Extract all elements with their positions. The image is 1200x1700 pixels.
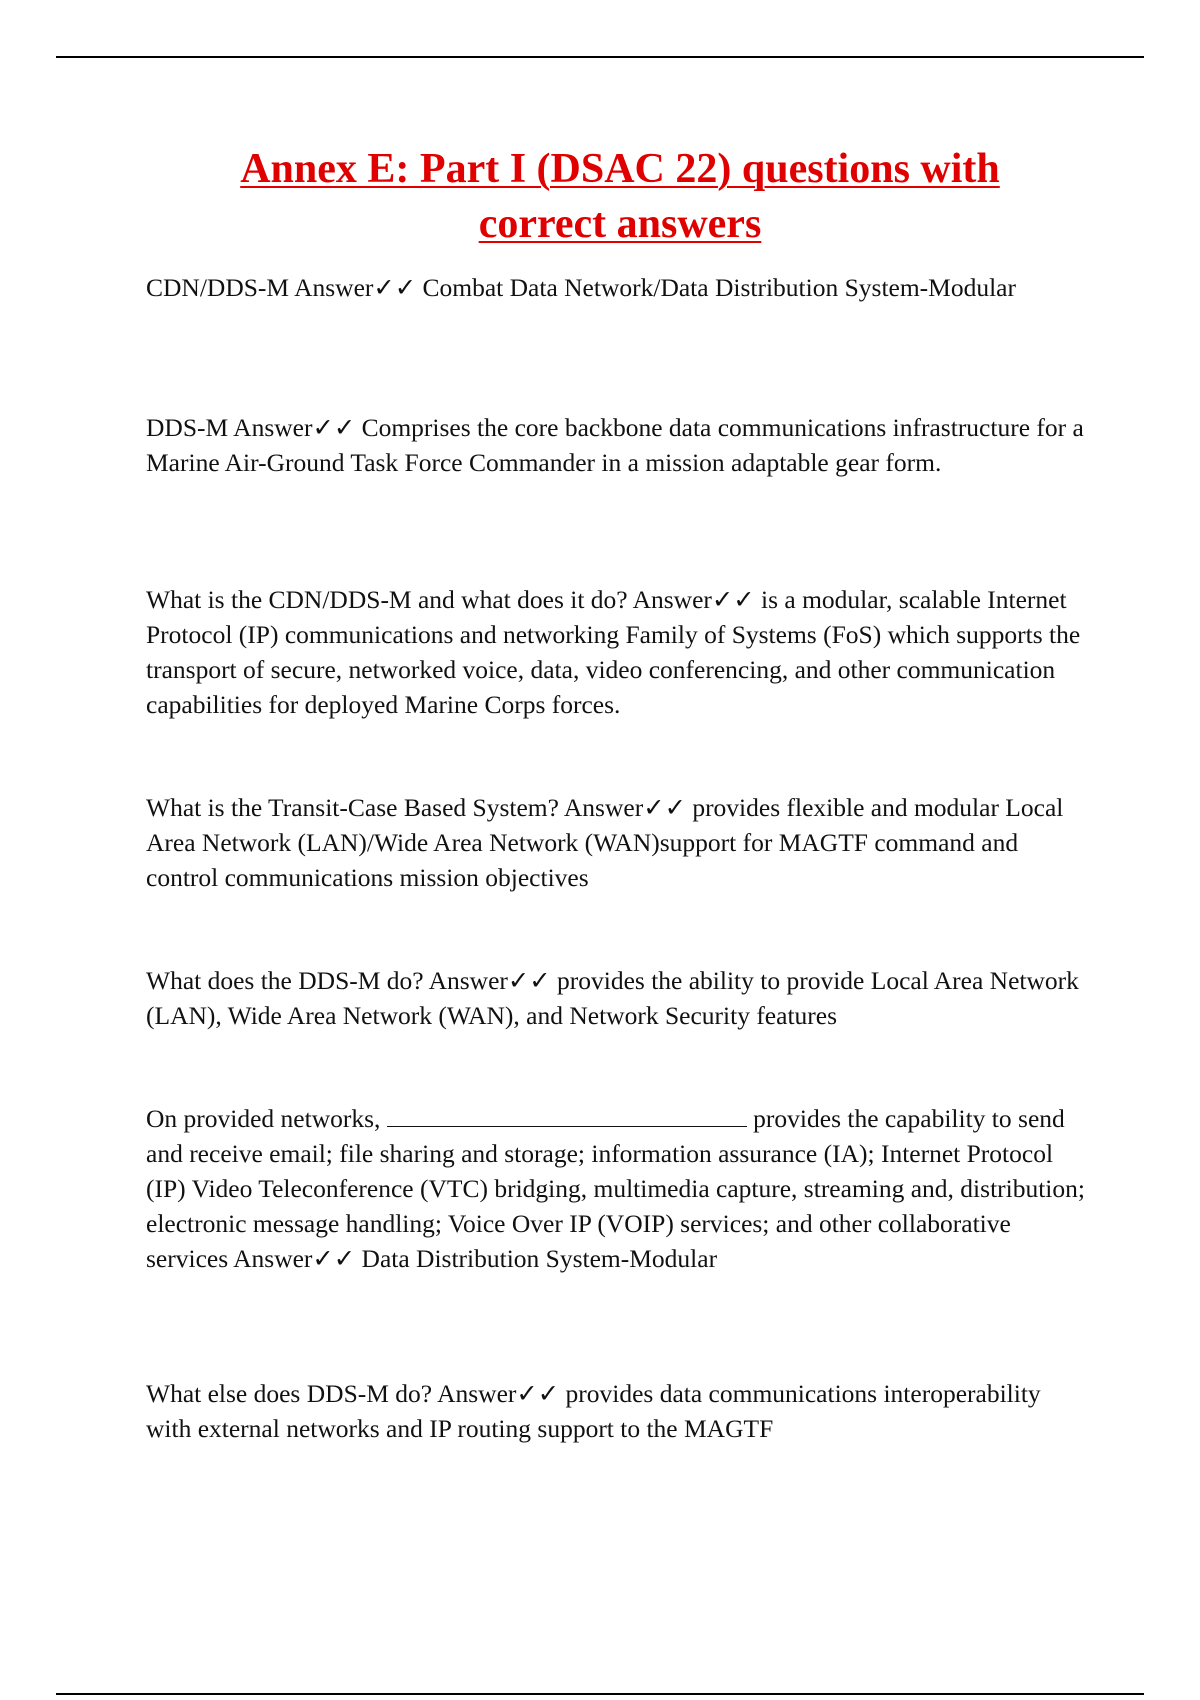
answer-marker: Answer✓✓ bbox=[428, 966, 551, 995]
answer: provides flexible and modular Local Area Network (LAN)/Wide Area Network (WAN)support for MAGTF command and control communications mission objectives bbox=[146, 793, 1064, 892]
footer-rule bbox=[56, 1693, 1144, 1695]
page-title bbox=[120, 142, 1120, 252]
answer-marker: Answer✓✓ bbox=[233, 1244, 356, 1273]
question: What does the DDS-M do? bbox=[146, 966, 424, 995]
answer: Data Distribution System-Modular bbox=[361, 1244, 718, 1273]
fill-in-blank bbox=[387, 1104, 747, 1127]
question: provides the capability to send and receive email; file sharing and storage; information assurance (IA); Internet Protocol (IP) Video Teleconference (VTC) bridging, multimedia capture, streaming and, distribution; electronic message handling; Voice Over IP (VOIP) services; and other collaborative services bbox=[146, 1104, 1085, 1273]
answer: provides data communications interoperability with external networks and IP routing support to the MAGTF bbox=[146, 1379, 1041, 1443]
qa-entry-6 bbox=[146, 1101, 1086, 1276]
answer: Comprises the core backbone data communications infrastructure for a Marine Air-Ground Task Force Commander in a mission adaptable gear form. bbox=[146, 413, 1084, 477]
answer-marker: Answer✓✓ bbox=[233, 413, 356, 442]
question: What is the CDN/DDS-M and what does it do? bbox=[146, 585, 628, 614]
question-prefix: On provided networks, bbox=[146, 1104, 381, 1133]
question: What else does DDS-M do? bbox=[146, 1379, 433, 1408]
qa-entry-7 bbox=[146, 1376, 1086, 1446]
title-line-1: Annex E: Part I (DSAC 22) questions with bbox=[240, 146, 1000, 192]
answer: is a modular, scalable Internet Protocol (IP) communications and networking Family of Systems (FoS) which supports the transport of secure, networked voice, data, video conferencing, and other communication capabilities for deployed Marine Corps forces. bbox=[146, 585, 1081, 719]
title-line-2: correct answers bbox=[478, 201, 762, 247]
qa-entry-3 bbox=[146, 582, 1086, 722]
answer-marker: Answer✓✓ bbox=[437, 1379, 560, 1408]
header-rule bbox=[56, 56, 1144, 58]
answer-marker: Answer✓✓ bbox=[294, 273, 417, 302]
answer: Combat Data Network/Data Distribution System-Modular bbox=[422, 273, 1016, 302]
question: What is the Transit-Case Based System? bbox=[146, 793, 559, 822]
qa-entry-5 bbox=[146, 963, 1086, 1033]
qa-entry-4 bbox=[146, 790, 1086, 895]
qa-entry-2 bbox=[146, 410, 1086, 480]
question: CDN/DDS-M bbox=[146, 273, 290, 302]
answer-marker: Answer✓✓ bbox=[632, 585, 755, 614]
qa-entry-1 bbox=[146, 270, 1086, 305]
question: DDS-M bbox=[146, 413, 229, 442]
answer: provides the ability to provide Local Area Network (LAN), Wide Area Network (WAN), and Network Security features bbox=[146, 966, 1079, 1030]
answer-marker: Answer✓✓ bbox=[563, 793, 686, 822]
